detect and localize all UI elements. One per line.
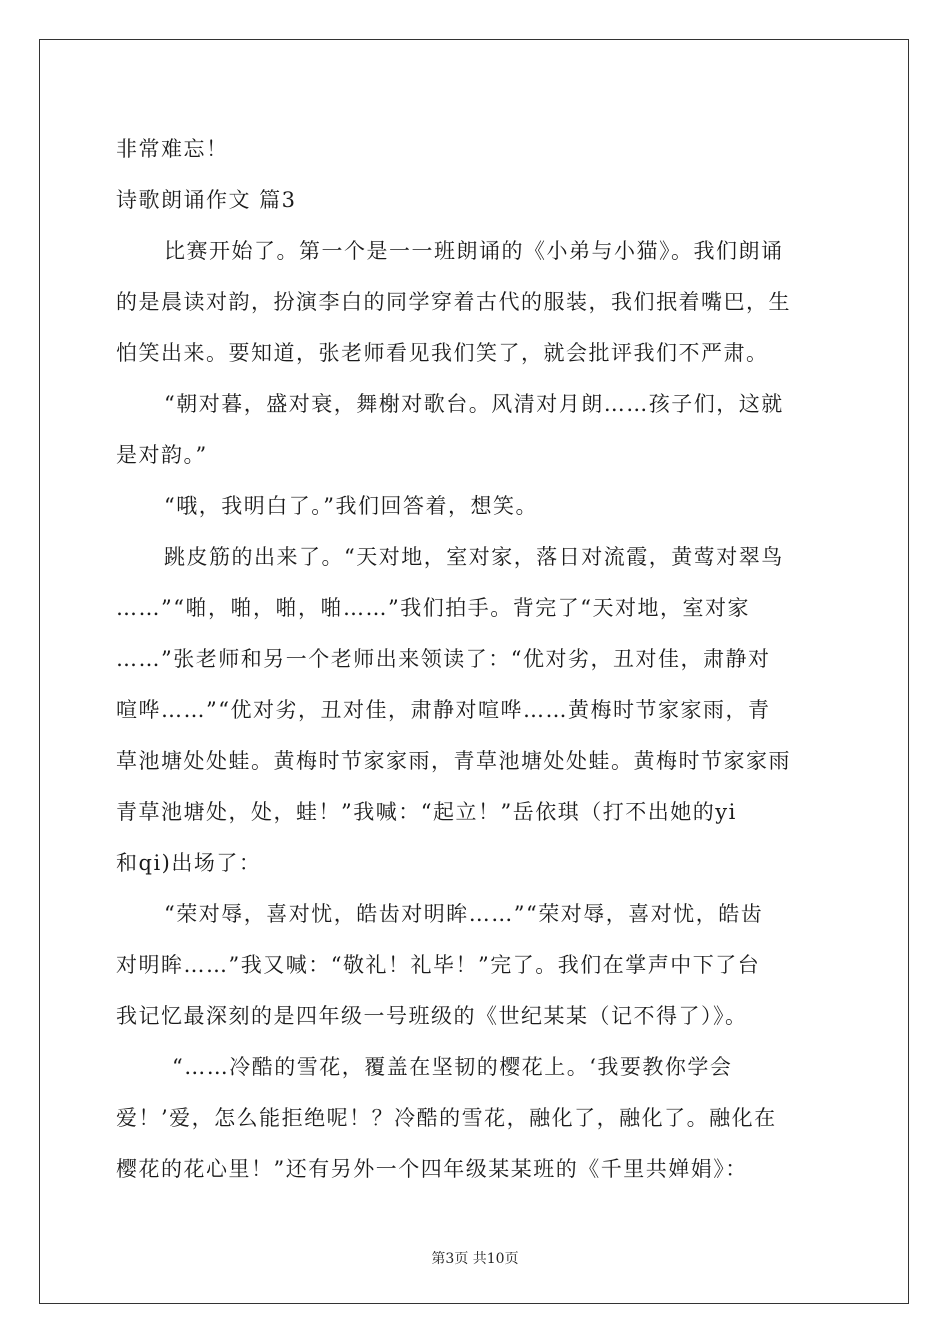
text-line: 爱！’爱，怎么能拒绝呢！？冷酷的雪花，融化了，融化了。融化在: [116, 1106, 777, 1130]
text-line: 的是晨读对韵，扮演李白的同学穿着古代的服装，我们抿着嘴巴，生: [116, 290, 791, 314]
text-line: 对明眸……”我又喊：“敬礼！礼毕！”完了。我们在掌声中下了台: [116, 953, 761, 977]
document-body: [116, 124, 836, 1195]
text-line: 比赛开始了。第一个是一一班朗诵的《小弟与小猫》。我们朗诵: [164, 239, 784, 263]
text-line: 非常难忘！: [116, 137, 229, 161]
text-line: ……”张老师和另一个老师出来领读了：“优对劣，丑对佳，肃静对: [116, 647, 771, 671]
page-number-footer: 第3页 共10页: [431, 1251, 519, 1267]
text-line: “朝对暮，盛对衰，舞榭对歌台。风清对月朗……孩子们，这就: [164, 392, 784, 416]
text-line: 喧哗……”“优对劣，丑对佳，肃静对喧哗……黄梅时节家家雨，青: [116, 698, 771, 722]
text-line: 是对韵。”: [116, 443, 208, 467]
text-line: 樱花的花心里！”还有另外一个四年级某某班的《千里共婵娟》：: [116, 1157, 748, 1181]
text-line: “哦，我明白了。”我们回答着，想笑。: [164, 494, 538, 518]
text-line: 我记忆最深刻的是四年级一号班级的《世纪某某（记不得了）》。: [116, 1004, 748, 1028]
text-line: 怕笑出来。要知道，张老师看见我们笑了，就会批评我们不严肃。: [116, 341, 769, 365]
text-line: 草池塘处处蛙。黄梅时节家家雨，青草池塘处处蛙。黄梅时节家家雨: [116, 749, 791, 773]
text-line: “荣对辱，喜对忧，皓齿对明眸……”“荣对辱，喜对忧，皓齿: [164, 902, 764, 926]
text-line: “……冷酷的雪花，覆盖在坚韧的樱花上。‘我要教你学会: [172, 1055, 733, 1079]
text-line: 青草池塘处，处，蛙！”我喊：“起立！”岳依琪（打不出她的yi: [116, 800, 737, 824]
text-line: 和qi)出场了：: [116, 851, 262, 875]
section-heading: 诗歌朗诵作文 篇3: [116, 188, 297, 212]
text-line: ……”“啪，啪，啪，啪……”我们拍手。背完了“天对地，室对家: [116, 596, 750, 620]
text-line: 跳皮筋的出来了。“天对地，室对家，落日对流霞，黄莺对翠鸟: [164, 545, 784, 569]
